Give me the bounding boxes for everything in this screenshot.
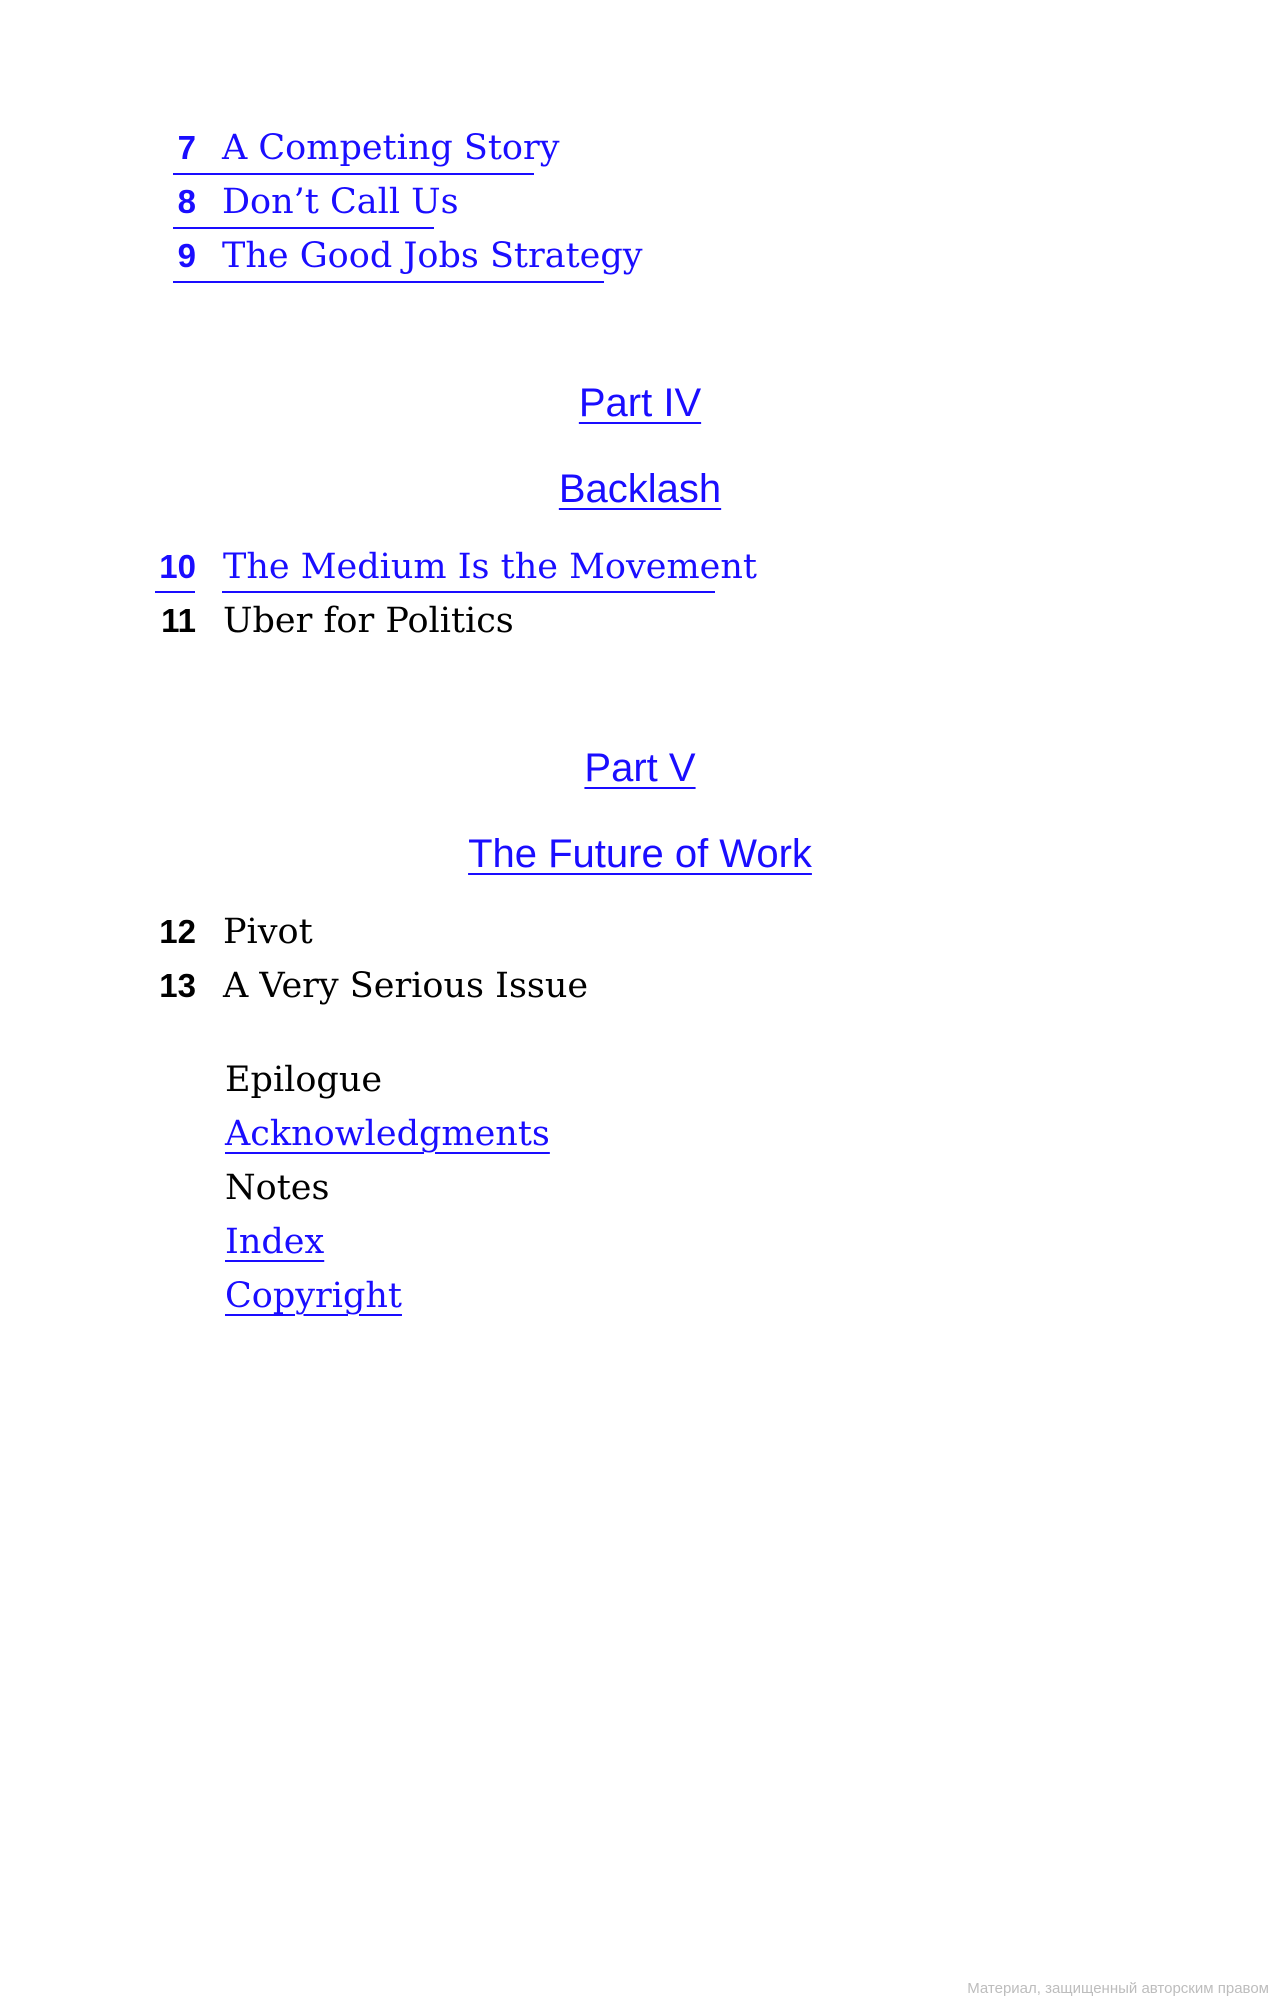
chapter-number: 8 <box>177 183 196 220</box>
chapter-number: 7 <box>177 129 196 166</box>
link-underline <box>173 281 604 283</box>
toc-entry-chapter-9[interactable] <box>176 236 643 284</box>
chapter-title: Pivot <box>223 912 313 952</box>
chapter-title: The Medium Is the Movement <box>223 547 757 587</box>
chapter-number: 9 <box>177 237 196 274</box>
toc-entry-notes: Notes <box>225 1168 330 1208</box>
chapter-number: 12 <box>159 913 196 950</box>
toc-entry-epilogue: Epilogue <box>225 1060 383 1100</box>
toc-entry-chapter-13 <box>156 966 588 1014</box>
chapter-number: 10 <box>159 548 196 585</box>
link-underline <box>173 173 534 175</box>
part-v-title[interactable]: The Future of Work <box>468 832 812 876</box>
chapter-title: Don’t Call Us <box>222 182 459 222</box>
chapter-title: Uber for Politics <box>223 601 514 641</box>
link-underline <box>173 227 434 229</box>
link-underline <box>155 591 195 593</box>
toc-entry-chapter-11 <box>156 601 514 649</box>
chapter-number: 11 <box>161 602 196 639</box>
chapter-title: A Competing Story <box>222 128 560 168</box>
toc-entry-index[interactable]: Index <box>225 1222 325 1262</box>
toc-entry-chapter-7[interactable] <box>176 128 560 176</box>
chapter-title: A Very Serious Issue <box>223 966 589 1006</box>
toc-entry-chapter-10[interactable] <box>156 547 757 595</box>
copyright-watermark: Материал, защищенный авторским правом <box>967 1980 1269 1997</box>
toc-entry-chapter-8[interactable] <box>176 182 459 230</box>
link-underline <box>222 591 715 593</box>
toc-entry-acknowledgments[interactable]: Acknowledgments <box>225 1114 550 1154</box>
chapter-title: The Good Jobs Strategy <box>222 236 643 276</box>
part-iv-title[interactable]: Backlash <box>558 467 722 511</box>
toc-entry-chapter-12 <box>156 912 313 960</box>
toc-entry-copyright[interactable]: Copyright <box>225 1276 402 1316</box>
part-iv-label[interactable]: Part IV <box>578 381 702 425</box>
chapter-number: 13 <box>159 967 196 1004</box>
part-v-label[interactable]: Part V <box>584 746 696 790</box>
